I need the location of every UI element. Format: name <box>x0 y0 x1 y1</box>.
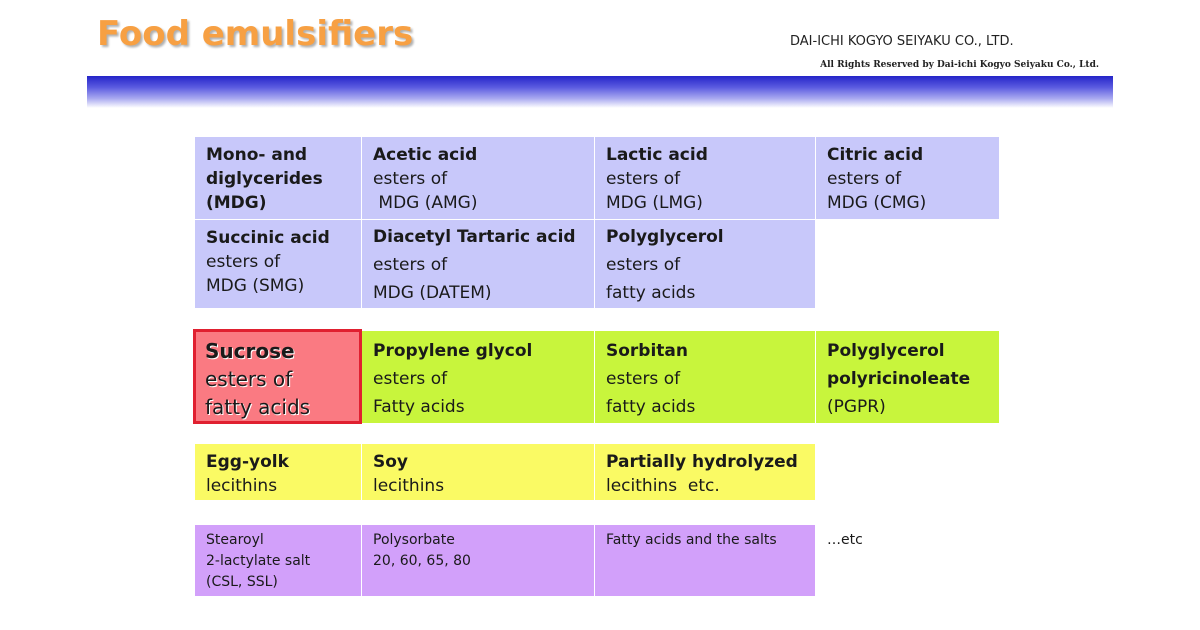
cell-pgpr <box>816 331 999 423</box>
cell-text: lecithins etc. <box>606 476 720 496</box>
cell-soy <box>362 444 594 500</box>
cell-title: Sucrose <box>205 339 295 363</box>
cell-title: diglycerides <box>206 169 323 189</box>
cell-text: lecithins <box>206 476 278 496</box>
cell-partially-hydrolyzed <box>595 444 815 500</box>
cell-lmg <box>595 137 815 219</box>
cell-title: Diacetyl Tartaric acid <box>373 227 576 247</box>
header-gradient-band <box>87 76 1113 108</box>
cell-text: MDG (AMG) <box>373 193 478 213</box>
cell-title: polyricinoleate <box>827 369 971 389</box>
cell-propylene-glycol <box>362 331 594 423</box>
cell-title: Egg-yolk <box>206 452 289 472</box>
cell-text: fatty acids <box>606 397 696 417</box>
cell-text: MDG (DATEM) <box>373 283 492 303</box>
cell-text: lecithins <box>373 476 445 496</box>
copyright-notice: All Rights Reserved by Dai-ichi Kogyo Seiyaku Co., Ltd. <box>820 60 1099 70</box>
cell-title: (MDG) <box>206 193 267 213</box>
cell-title: Sorbitan <box>606 341 689 361</box>
cell-text: MDG (SMG) <box>206 276 305 296</box>
company-name: DAI-ICHI KOGYO SEIYAKU CO., LTD. <box>790 34 1014 49</box>
cell-sorbitan <box>595 331 815 423</box>
cell-text: Stearoyl <box>206 532 264 548</box>
cell-text: 2-lactylate salt <box>206 553 311 569</box>
cell-title: Polyglycerol <box>606 227 724 247</box>
cell-title: Mono- and <box>206 145 308 165</box>
cell-polysorbate <box>362 525 594 596</box>
cell-title: Acetic acid <box>373 145 478 165</box>
cell-text: Fatty acids and the salts <box>606 532 777 548</box>
cell-text: esters of <box>827 169 902 189</box>
cell-text: Fatty acids <box>373 397 465 417</box>
cell-polyglycerol-esters <box>595 220 815 308</box>
cell-text: esters of <box>373 169 448 189</box>
cell-text: esters of <box>606 369 681 389</box>
cell-fatty-acids-salts <box>595 525 815 596</box>
cell-text: fatty acids <box>606 283 696 303</box>
cell-sucrose-highlight <box>193 329 362 424</box>
cell-stearoyl <box>195 525 361 596</box>
cell-text: (CSL, SSL) <box>206 574 278 590</box>
cell-egg-yolk <box>195 444 361 500</box>
cell-title: Polyglycerol <box>827 341 945 361</box>
cell-title: Soy <box>373 452 409 472</box>
cell-text: esters of <box>205 367 293 391</box>
cell-text: esters of <box>606 255 681 275</box>
cell-text: esters of <box>606 169 681 189</box>
cell-amg <box>362 137 594 219</box>
cell-title: Lactic acid <box>606 145 708 165</box>
cell-mdg <box>195 137 361 219</box>
cell-text: 20, 60, 65, 80 <box>373 553 471 569</box>
cell-text: MDG (LMG) <box>606 193 703 213</box>
cell-title: Succinic acid <box>206 228 330 248</box>
cell-title: Citric acid <box>827 145 924 165</box>
cell-title: Partially hydrolyzed <box>606 452 798 472</box>
cell-title: Propylene glycol <box>373 341 533 361</box>
cell-text: (PGPR) <box>827 397 886 417</box>
cell-smg <box>195 220 361 308</box>
page-title: Food emulsifiers <box>97 14 414 54</box>
cell-cmg <box>816 137 999 219</box>
cell-text: esters of <box>373 255 448 275</box>
cell-text: esters of <box>373 369 448 389</box>
cell-text: Polysorbate <box>373 532 455 548</box>
cell-text: fatty acids <box>205 395 311 419</box>
cell-text: …etc <box>827 532 863 548</box>
cell-text: esters of <box>206 252 281 272</box>
cell-text: MDG (CMG) <box>827 193 927 213</box>
cell-datem <box>362 220 594 308</box>
cell-etc <box>816 525 999 596</box>
